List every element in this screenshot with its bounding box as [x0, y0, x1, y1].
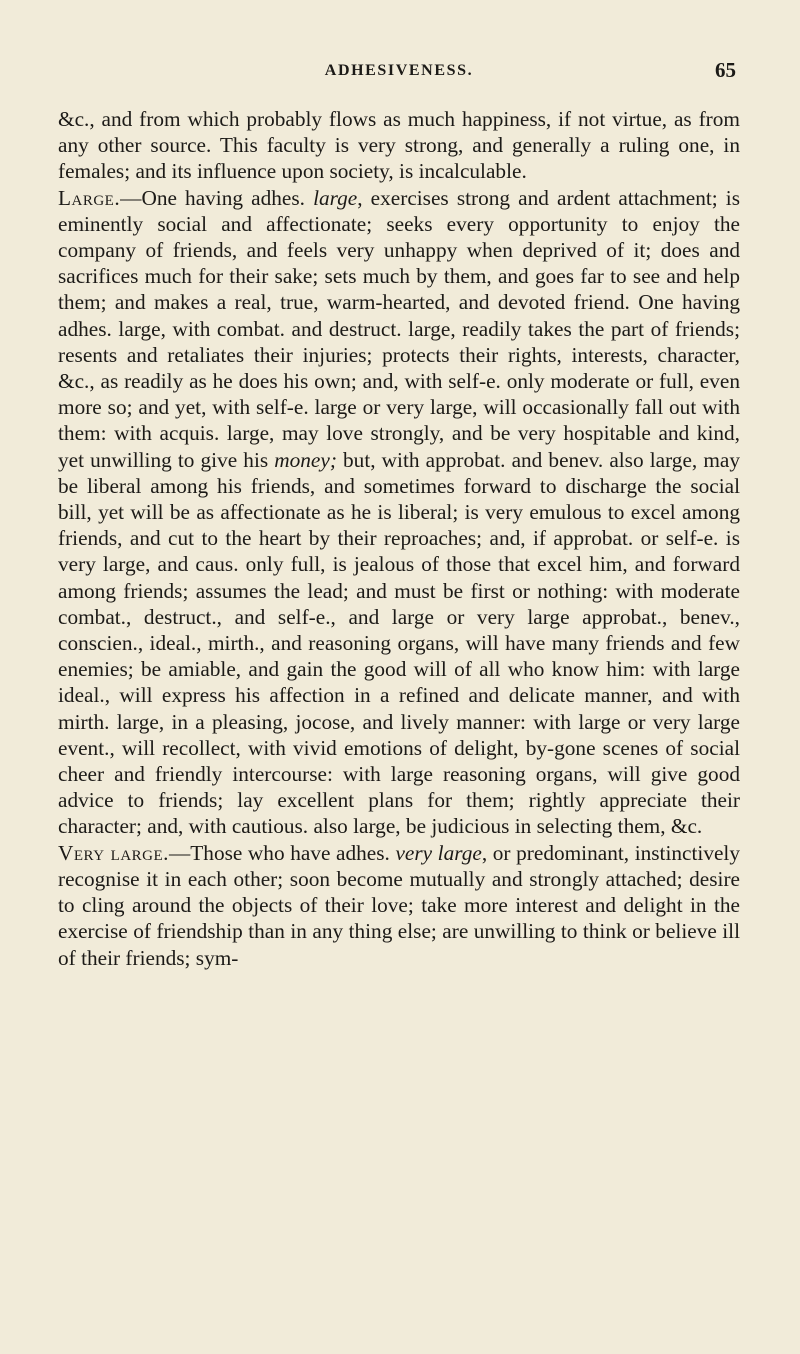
- body-text: [58, 106, 740, 971]
- text-segment: , exercises strong and ardent attachment; is eminently social and affectionate; seeks every opportunity to enjoy the company of friends, and feels very unhappy when deprived of it; does and sacrifices much for their sake; sets much by them, and goes far to see and help them; and makes a real, true, warm-hearted, and devoted friend. One having adhes. large, with combat. and destruct. large, readily takes the part of friends; resents and retaliates their injuries; protects their rights, interests, character, &c., as readily as he does his own; and, with self-e. only moderate or full, even more so; and yet, with self-e. large or very large, will occasionally fall out with them: with acquis. large, may love strongly, and be very hospitable and kind, yet unwilling to give his: [58, 185, 741, 472]
- paragraph-very-large: [58, 840, 740, 971]
- text-segment-italic: money;: [274, 447, 337, 472]
- text-segment: &c., and from which probably flows as much happiness, if not virtue, as from any other source. This faculty is very strong, and generally a ruling one, in females; and its influence upon society, is incalculable.: [58, 107, 740, 184]
- section-lead-very-large: Very large.: [58, 840, 169, 865]
- running-title: ADHESIVENESS.: [324, 62, 474, 79]
- section-lead-large: Large.: [58, 185, 121, 210]
- text-segment-italic: large: [313, 185, 358, 210]
- running-head: [58, 48, 740, 84]
- page-number: 65: [715, 58, 736, 82]
- text-segment: but, with approbat. and benev. also large, may be liberal among his friends, and sometimes forward to discharge the social bill, yet will be as affectionate as he is liberal; is very emulous to excel among friends, and cut to the heart by their reproaches; and, if approbat. or self-e. is very large, and caus. only full, is jealous of those that excel him, and forward among friends; assumes the lead; and must be first or nothing: with moderate combat., destruct., and self-e., and large or very large approbat., benev., conscien., ideal., mirth., and reasoning organs, will have many friends and few enemies; be amiable, and gain the good will of all who know him: with large ideal., will express his affection in a refined and delicate manner, and with mirth. large, in a pleasing, jocose, and lively manner: with large or very large event., will recollect, with vivid emotions of delight, by-gone scenes of social cheer and friendly intercourse: with large reasoning organs, will give good advice to friends; lay excellent plans for them; rightly appreciate their character; and, with cautious. also large, be judicious in selecting them, &c.: [58, 447, 740, 839]
- text-segment: —Those who have adhes.: [168, 840, 396, 865]
- text-segment: , or predominant, instinctively recognise it in each other; soon become mutually and strongly attached; desire to cling around the objects of their love; take more interest and delight in the exercise of friendship than in any thing else; are unwilling to think or believe ill of their friends; sym-: [58, 840, 740, 970]
- paragraph-continuation: [58, 106, 740, 185]
- text-segment-italic: very large: [395, 840, 482, 865]
- text-segment: —One having adhes.: [120, 185, 314, 210]
- paragraph-large: [58, 185, 740, 840]
